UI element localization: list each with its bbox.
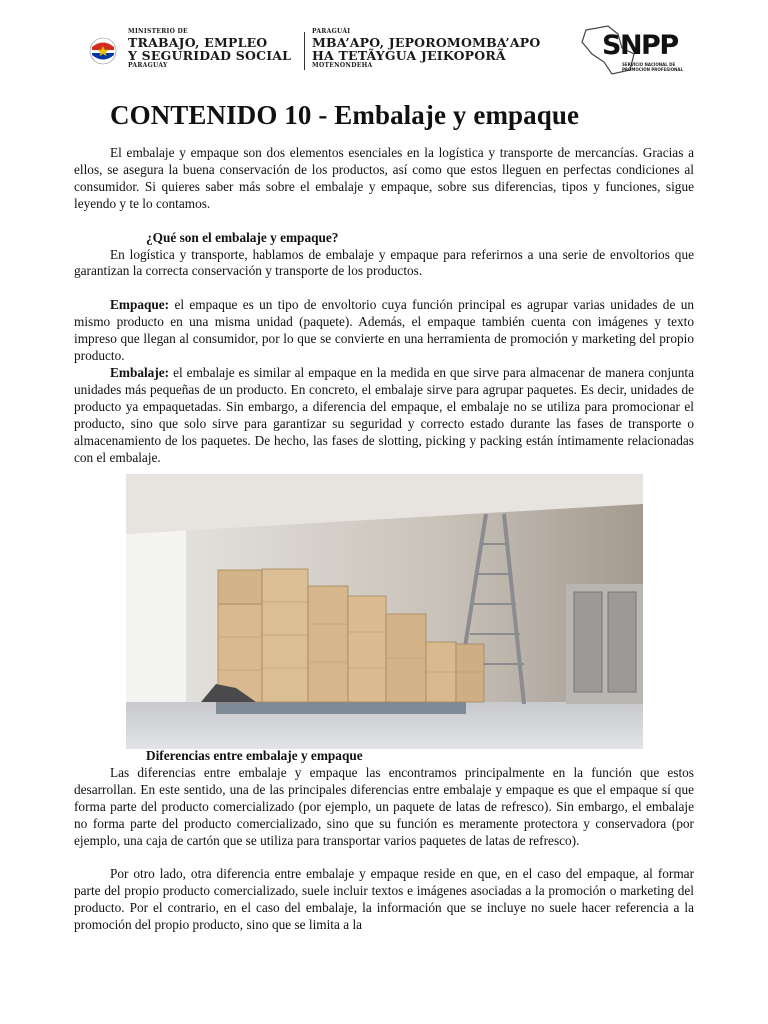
paraguay-crest-icon	[88, 36, 118, 66]
main-content	[74, 145, 694, 466]
snpp-logo	[578, 24, 700, 76]
header-divider	[304, 32, 305, 70]
intro-paragraph: El embalaje y empaque son dos elementos esenciales en la logística y transporte de mercancías. Gracias a ellos, se asegura la buena conservación de los productos, así como que estos lleguen en perfectas condiciones al consumidor. Si quieres saber más sobre el embalaje y empaque, sobre sus diferencias, tipos y funciones, sigue leyendo y te lo contamos.	[74, 145, 694, 211]
page-header	[88, 24, 700, 80]
section2-paragraph1: Las diferencias entre embalaje y empaque las encontramos principalmente en la función que estos desarrollan. En este sentido, una de las principales diferencias entre embalaje y empaque es que el empaque sí que forma parte del producto comercializado (por ejemplo, un paquete de latas de refresco). Sin embargo, el embalaje no forma parte del producto comercializado, sino que su función es meramente protectora y conservadora (por ejemplo, una caja de cartón que se utiliza para transportar varios paquetes de latas de refresco).	[74, 764, 694, 848]
snpp-sub-text: SERVICIO NACIONAL DE PROMOCIÓN PROFESIONAL	[622, 62, 683, 72]
ministry-line2: Y SEGURIDAD SOCIAL	[128, 48, 292, 63]
warehouse-photo	[126, 474, 643, 749]
section1-paragraph: En logística y transporte, hablamos de embalaje y empaque para referirnos a una serie de envoltorios que garantizan la correcta conservación y transporte de los productos.	[74, 246, 694, 279]
guarani-line1: MBA’APO, JEPOROMOMBA’APO	[312, 35, 541, 50]
empaque-paragraph	[74, 297, 694, 365]
ministry-small: MINISTERIO DE	[128, 28, 188, 35]
section2-heading: Diferencias entre embalaje y empaque	[146, 748, 363, 763]
embalaje-paragraph	[74, 365, 694, 466]
empaque-text: el empaque es un tipo de envoltorio cuya función principal es agrupar varias unidades de un mismo producto en una misma unidad (paquete). Además, el empaque también cuenta con imágenes y texto impreso que llegan al consumidor, por lo que se convierte en una herramienta de promoción y marketing del propio producto.	[74, 297, 694, 364]
snpp-logo-text: SNPP	[602, 30, 678, 61]
page-title: CONTENIDO 10 - Embalaje y empaque	[110, 100, 580, 130]
guarani-small: PARAGUÁI	[312, 28, 351, 35]
ministry-country: PARAGUAY	[128, 62, 168, 69]
embalaje-term: Embalaje:	[110, 364, 170, 380]
embalaje-text: el embalaje es similar al empaque en la medida en que sirve para almacenar de manera conjunta unidades más pequeñas de un producto. En concreto, el embalaje sirve para agrupar paquetes. Es decir, unidades de producto ya empaquetadas. Sin embargo, a diferencia del empaque, el embalaje no se utiliza para promocionar el producto, sino que solo sirve para garantizar su seguridad y correcto estado durante las fases de transporte o almacenamiento de los paquetes. De hecho, las fases de slotting, picking y packing están íntimamente relacionadas con el embalaje.	[74, 364, 694, 465]
section2-paragraph2: Por otro lado, otra diferencia entre embalaje y empaque reside en que, en el caso del empaque, al formar parte del propio producto comercializado, suele incluir textos e imágenes asociadas a la promoción o marketing del producto. Por el contrario, en el caso del embalaje, la información que se incluye no suele hacer referencia a la promoción del propio producto, sino que se limita a la	[74, 866, 694, 933]
section1-heading: ¿Qué son el embalaje y empaque?	[146, 229, 339, 245]
empaque-term: Empaque:	[110, 297, 170, 313]
warehouse-boxes-image	[126, 474, 643, 749]
differences-section	[74, 748, 694, 934]
guarani-sub: MOTENONDEHA	[312, 62, 373, 69]
guarani-logo-text	[312, 28, 540, 70]
guarani-line2: HA TETÃYGUA JEIKOPORÃ	[312, 48, 506, 63]
ministry-logo-text	[128, 28, 291, 70]
ministry-line1: TRABAJO, EMPLEO	[128, 35, 268, 50]
